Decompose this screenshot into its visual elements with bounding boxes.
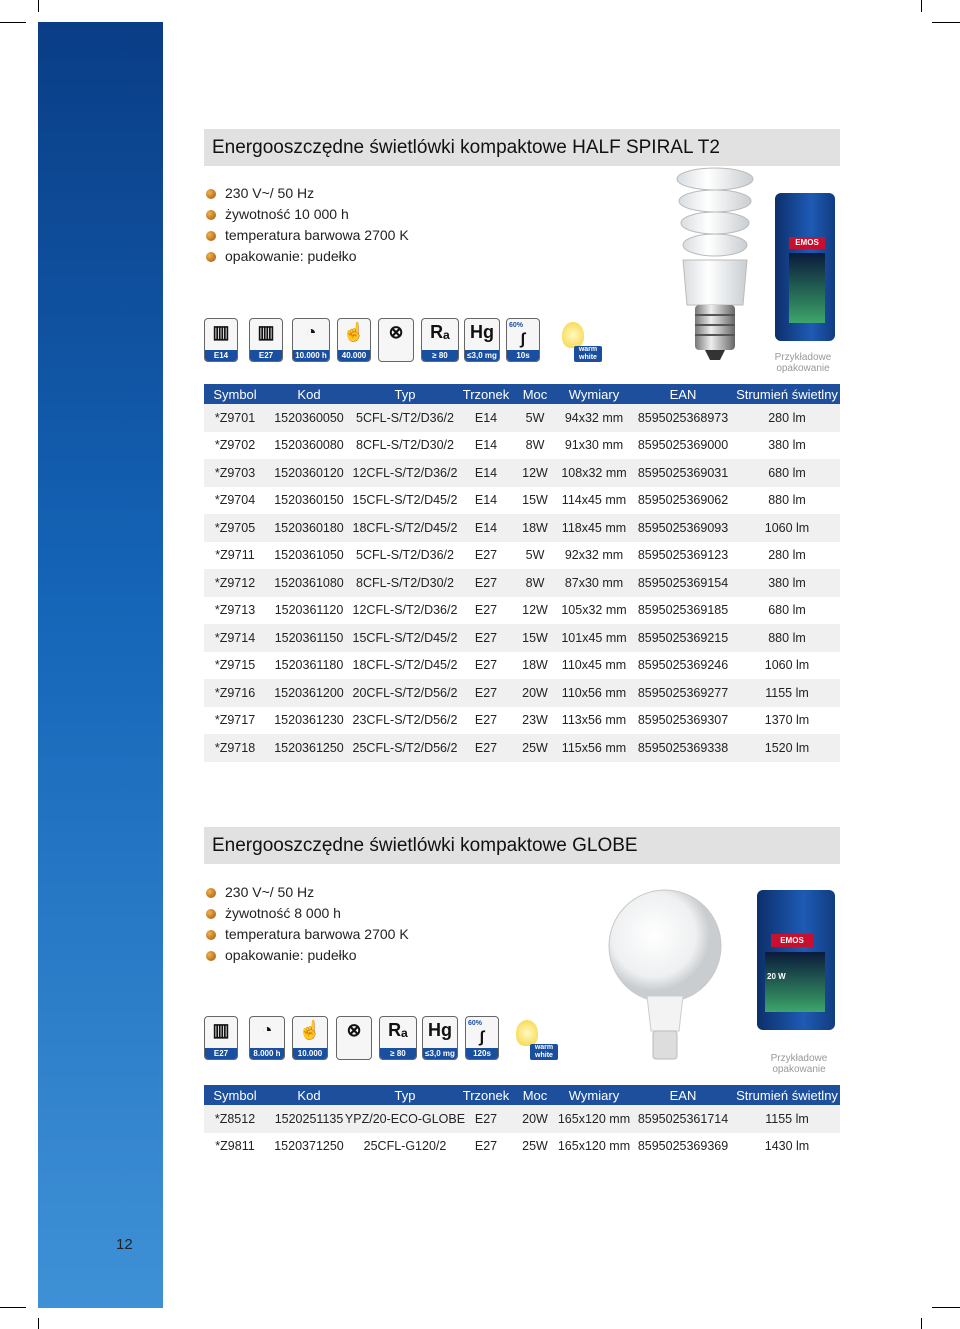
cell-dimensions: 94x32 mm (564, 410, 624, 425)
cell-symbol: *Z9714 (214, 630, 256, 645)
cell-symbol: *Z9703 (214, 465, 256, 480)
cell-power: 18W (522, 520, 548, 535)
table-row (204, 652, 840, 680)
cell-symbol: *Z9712 (214, 575, 256, 590)
cell-flux: 1060 lm (764, 658, 810, 673)
sidebar-title: Energooszczędne świetlówki kompaktowe (163, 200, 191, 667)
col-header: Typ (394, 1087, 416, 1103)
crop-mark (0, 1307, 26, 1308)
cell-base: E27 (474, 603, 498, 618)
cell-code: 1520360080 (274, 438, 344, 453)
col-header: Moc (522, 386, 548, 402)
package-box-image (775, 193, 835, 341)
table-row (204, 514, 840, 542)
bullet-item: opakowanie: pudełko (206, 945, 409, 966)
cell-flux: 880 lm (768, 493, 806, 508)
table-row (204, 542, 840, 570)
cell-code: 1520360120 (274, 465, 344, 480)
cell-flux: 1430 lm (764, 1139, 810, 1154)
cell-symbol: *Z8512 (214, 1111, 256, 1126)
table-row (204, 487, 840, 515)
cell-ean: 8595025369307 (637, 713, 729, 728)
cell-flux: 680 lm (768, 603, 806, 618)
cell-ean: 8595025369246 (637, 658, 729, 673)
cell-code: 1520361230 (274, 713, 344, 728)
col-header: EAN (669, 1087, 697, 1103)
cell-ean: 8595025369154 (637, 575, 729, 590)
cell-symbol: *Z9702 (214, 438, 256, 453)
cell-power: 12W (522, 603, 548, 618)
cell-base: E14 (474, 410, 498, 425)
crop-mark (0, 22, 26, 23)
cell-base: E27 (474, 630, 498, 645)
bullet-icon (206, 951, 216, 961)
cell-flux: 1155 lm (765, 1111, 809, 1126)
lifetime-clock-icon: ◔ 8.000 h (249, 1016, 285, 1060)
cell-power: 8W (525, 438, 545, 453)
bullet-item: żywotność 10 000 h (206, 204, 409, 225)
cell-power: 20W (522, 685, 548, 700)
col-header: Strumień świetlny (736, 386, 838, 402)
cell-flux: 280 lm (768, 548, 806, 563)
cell-code: 1520361050 (274, 548, 344, 563)
col-header: Wymiary (568, 386, 620, 402)
cell-code: 1520360180 (274, 520, 344, 535)
cell-code: 1520360050 (274, 410, 344, 425)
table-header (204, 384, 840, 404)
cell-ean: 8595025369123 (637, 548, 729, 563)
cell-ean: 8595025369062 (637, 493, 729, 508)
section-title-half-spiral: Energooszczędne świetlówki kompaktowe HALF SPIRAL T2 (204, 129, 840, 166)
cell-power: 18W (522, 658, 548, 673)
product-table-half-spiral (204, 404, 840, 762)
cell-flux: 380 lm (768, 438, 806, 453)
col-header: Symbol (213, 386, 257, 402)
crop-mark (921, 1318, 922, 1329)
bullet-item: 230 V~/ 50 Hz (206, 882, 409, 903)
table-row (204, 459, 840, 487)
e27-socket-icon: ▥ E27 (204, 1016, 238, 1060)
table-row (204, 432, 840, 460)
table-row (204, 404, 840, 432)
e14-socket-icon: ▥ E14 (204, 318, 238, 362)
cell-type: 5CFL-S/T2/D36/2 (356, 410, 454, 425)
col-header: Kod (297, 1087, 321, 1103)
lifetime-clock-icon: ◔ 10.000 h (292, 318, 330, 362)
cell-dimensions: 165x120 mm (557, 1111, 631, 1126)
cell-ean: 8595025369369 (637, 1139, 729, 1154)
bullet-icon (206, 888, 216, 898)
section-title-globe: Energooszczędne świetlówki kompaktowe GLOBE (204, 827, 840, 864)
col-header: Wymiary (568, 1087, 620, 1103)
cell-dimensions: 113x56 mm (561, 713, 627, 728)
cell-dimensions: 165x120 mm (557, 1139, 631, 1154)
bullet-icon (206, 252, 216, 262)
cell-code: 1520371250 (274, 1139, 344, 1154)
dimming-icon: ⊗ (378, 318, 414, 362)
cell-power: 23W (522, 713, 548, 728)
cell-type: 5CFL-S/T2/D36/2 (356, 548, 454, 563)
cell-type: 18CFL-S/T2/D45/2 (352, 658, 458, 673)
cell-type: 20CFL-S/T2/D56/2 (352, 685, 458, 700)
cell-type: 25CFL-S/T2/D56/2 (352, 740, 458, 755)
cell-dimensions: 110x45 mm (561, 658, 627, 673)
cell-code: 1520361080 (274, 575, 344, 590)
warm-white-bulb-icon: warm white (550, 318, 598, 362)
bullet-list (206, 183, 409, 267)
cell-power: 5W (525, 548, 545, 563)
cell-dimensions: 118x45 mm (561, 520, 627, 535)
color-rendering-icon: Rₐ ≥ 80 (379, 1016, 417, 1060)
crop-mark (932, 1307, 960, 1308)
cell-base: E27 (474, 713, 498, 728)
mercury-icon: Hg ≤3,0 mg (464, 318, 500, 362)
cell-base: E27 (474, 1111, 498, 1126)
table-row (204, 1105, 840, 1133)
bullet-item: temperatura barwowa 2700 K (206, 225, 409, 246)
cell-symbol: *Z9717 (214, 713, 256, 728)
cell-symbol: *Z9811 (215, 1139, 255, 1154)
package-caption: Przykładowe opakowanie (770, 1053, 828, 1075)
cell-ean: 8595025369215 (637, 630, 729, 645)
cell-type: 8CFL-S/T2/D30/2 (356, 438, 454, 453)
cell-symbol: *Z9704 (214, 493, 256, 508)
bullet-item: temperatura barwowa 2700 K (206, 924, 409, 945)
col-header: Trzonek (462, 1087, 510, 1103)
cell-symbol: *Z9711 (215, 548, 255, 563)
cell-code: 1520360150 (274, 493, 344, 508)
bullet-icon (206, 930, 216, 940)
cell-power: 15W (522, 630, 548, 645)
table-row (204, 679, 840, 707)
warmup-icon: 60% ∫ 10s (506, 318, 540, 362)
product-table-globe (204, 1105, 840, 1160)
package-box-image (757, 890, 835, 1030)
cell-ean: 8595025361714 (637, 1111, 729, 1126)
half-spiral-bulb-image (665, 165, 765, 365)
color-rendering-icon: Rₐ ≥ 80 (421, 318, 459, 362)
cell-type: 12CFL-S/T2/D36/2 (352, 603, 458, 618)
cell-symbol: *Z9715 (214, 658, 256, 673)
col-header: Typ (394, 386, 416, 402)
emos-logo: EMOS (789, 237, 825, 249)
cell-ean: 8595025369031 (637, 465, 729, 480)
bullet-icon (206, 189, 216, 199)
cell-code: 1520361200 (274, 685, 344, 700)
cell-ean: 8595025369093 (637, 520, 729, 535)
cell-type: 15CFL-S/T2/D45/2 (352, 493, 458, 508)
cell-flux: 1155 lm (765, 685, 809, 700)
table-row (204, 734, 840, 762)
col-header: Strumień świetlny (736, 1087, 838, 1103)
cell-base: E14 (474, 438, 498, 453)
cell-flux: 680 lm (768, 465, 806, 480)
warm-white-bulb-icon: warm white (506, 1016, 556, 1060)
cell-symbol: *Z9718 (214, 740, 256, 755)
e27-socket-icon: ▥ E27 (249, 318, 283, 362)
cell-type: 25CFL-G120/2 (363, 1139, 447, 1154)
cell-flux: 1520 lm (764, 740, 810, 755)
cell-flux: 1060 lm (764, 520, 810, 535)
cell-type: 15CFL-S/T2/D45/2 (352, 630, 458, 645)
bullet-icon (206, 231, 216, 241)
cell-flux: 880 lm (768, 630, 806, 645)
cell-code: 1520251135 (274, 1111, 344, 1126)
cell-symbol: *Z9716 (214, 685, 256, 700)
cell-type: 8CFL-S/T2/D30/2 (356, 575, 454, 590)
cell-dimensions: 110x56 mm (561, 685, 627, 700)
col-header: Moc (522, 1087, 548, 1103)
crop-mark (921, 0, 922, 12)
table-row (204, 624, 840, 652)
crop-mark (932, 22, 960, 23)
cell-base: E27 (474, 658, 498, 673)
cell-dimensions: 87x30 mm (564, 575, 624, 590)
cell-base: E27 (474, 740, 498, 755)
col-header: Kod (297, 386, 321, 402)
table-header (204, 1085, 840, 1105)
table-row (204, 1133, 840, 1161)
cell-code: 1520361120 (274, 603, 344, 618)
col-header: EAN (669, 386, 697, 402)
cell-dimensions: 105x32 mm (561, 603, 627, 618)
bullet-list (206, 882, 409, 966)
cell-code: 1520361250 (274, 740, 344, 755)
dimming-icon: ⊗ (336, 1016, 372, 1060)
bullet-item: opakowanie: pudełko (206, 246, 409, 267)
emos-logo: EMOS (771, 934, 813, 947)
package-label: 20 W (767, 972, 786, 981)
cell-power: 8W (525, 575, 545, 590)
cell-base: E14 (474, 520, 498, 535)
cell-ean: 8595025369338 (637, 740, 729, 755)
table-row (204, 597, 840, 625)
cell-dimensions: 101x45 mm (561, 630, 627, 645)
bullet-icon (206, 909, 216, 919)
cell-type: 12CFL-S/T2/D36/2 (352, 465, 458, 480)
cell-type: YPZ/20-ECO-GLOBE (344, 1111, 466, 1126)
cell-power: 15W (522, 493, 548, 508)
bullet-item: 230 V~/ 50 Hz (206, 183, 409, 204)
page-number: 12 (116, 1236, 133, 1253)
cell-base: E27 (474, 1139, 498, 1154)
sidebar (38, 22, 191, 1308)
cell-flux: 380 lm (768, 575, 806, 590)
warmup-icon: 60% ∫ 120s (465, 1016, 499, 1060)
cell-flux: 280 lm (768, 410, 806, 425)
cell-symbol: *Z9701 (214, 410, 256, 425)
mercury-icon: Hg ≤3,0 mg (422, 1016, 458, 1060)
cell-base: E14 (474, 493, 498, 508)
cell-dimensions: 108x32 mm (561, 465, 627, 480)
globe-bulb-image (605, 866, 725, 1066)
cell-symbol: *Z9713 (214, 603, 256, 618)
cell-ean: 8595025369277 (637, 685, 729, 700)
cell-type: 23CFL-S/T2/D56/2 (352, 713, 458, 728)
table-row (204, 707, 840, 735)
col-header: Trzonek (462, 386, 510, 402)
crop-mark (38, 1318, 39, 1329)
cell-type: 18CFL-S/T2/D45/2 (352, 520, 458, 535)
cell-symbol: *Z9705 (214, 520, 256, 535)
bullet-item: żywotność 8 000 h (206, 903, 409, 924)
cell-base: E27 (474, 575, 498, 590)
cell-dimensions: 91x30 mm (564, 438, 624, 453)
cell-dimensions: 115x56 mm (561, 740, 627, 755)
cell-power: 25W (522, 740, 548, 755)
cell-power: 12W (522, 465, 548, 480)
cell-base: E14 (474, 465, 498, 480)
crop-mark (38, 0, 39, 12)
cell-base: E27 (474, 548, 498, 563)
bullet-icon (206, 210, 216, 220)
cell-code: 1520361180 (274, 658, 344, 673)
cell-ean: 8595025369000 (637, 438, 729, 453)
cell-dimensions: 114x45 mm (561, 493, 627, 508)
feature-icons (204, 318, 604, 364)
cell-power: 25W (522, 1139, 548, 1154)
package-caption: Przykładowe opakowanie (774, 352, 832, 374)
switch-cycles-icon: ☝ 10.000 (292, 1016, 328, 1060)
cell-power: 5W (525, 410, 545, 425)
cell-power: 20W (522, 1111, 548, 1126)
cell-base: E27 (474, 685, 498, 700)
switch-cycles-icon: ☝ 40.000 (337, 318, 371, 362)
cell-ean: 8595025369185 (637, 603, 729, 618)
col-header: Symbol (213, 1087, 257, 1103)
table-row (204, 569, 840, 597)
cell-flux: 1370 lm (764, 713, 810, 728)
feature-icons (204, 1016, 564, 1062)
cell-code: 1520361150 (274, 630, 344, 645)
cell-ean: 8595025368973 (637, 410, 729, 425)
cell-dimensions: 92x32 mm (564, 548, 624, 563)
